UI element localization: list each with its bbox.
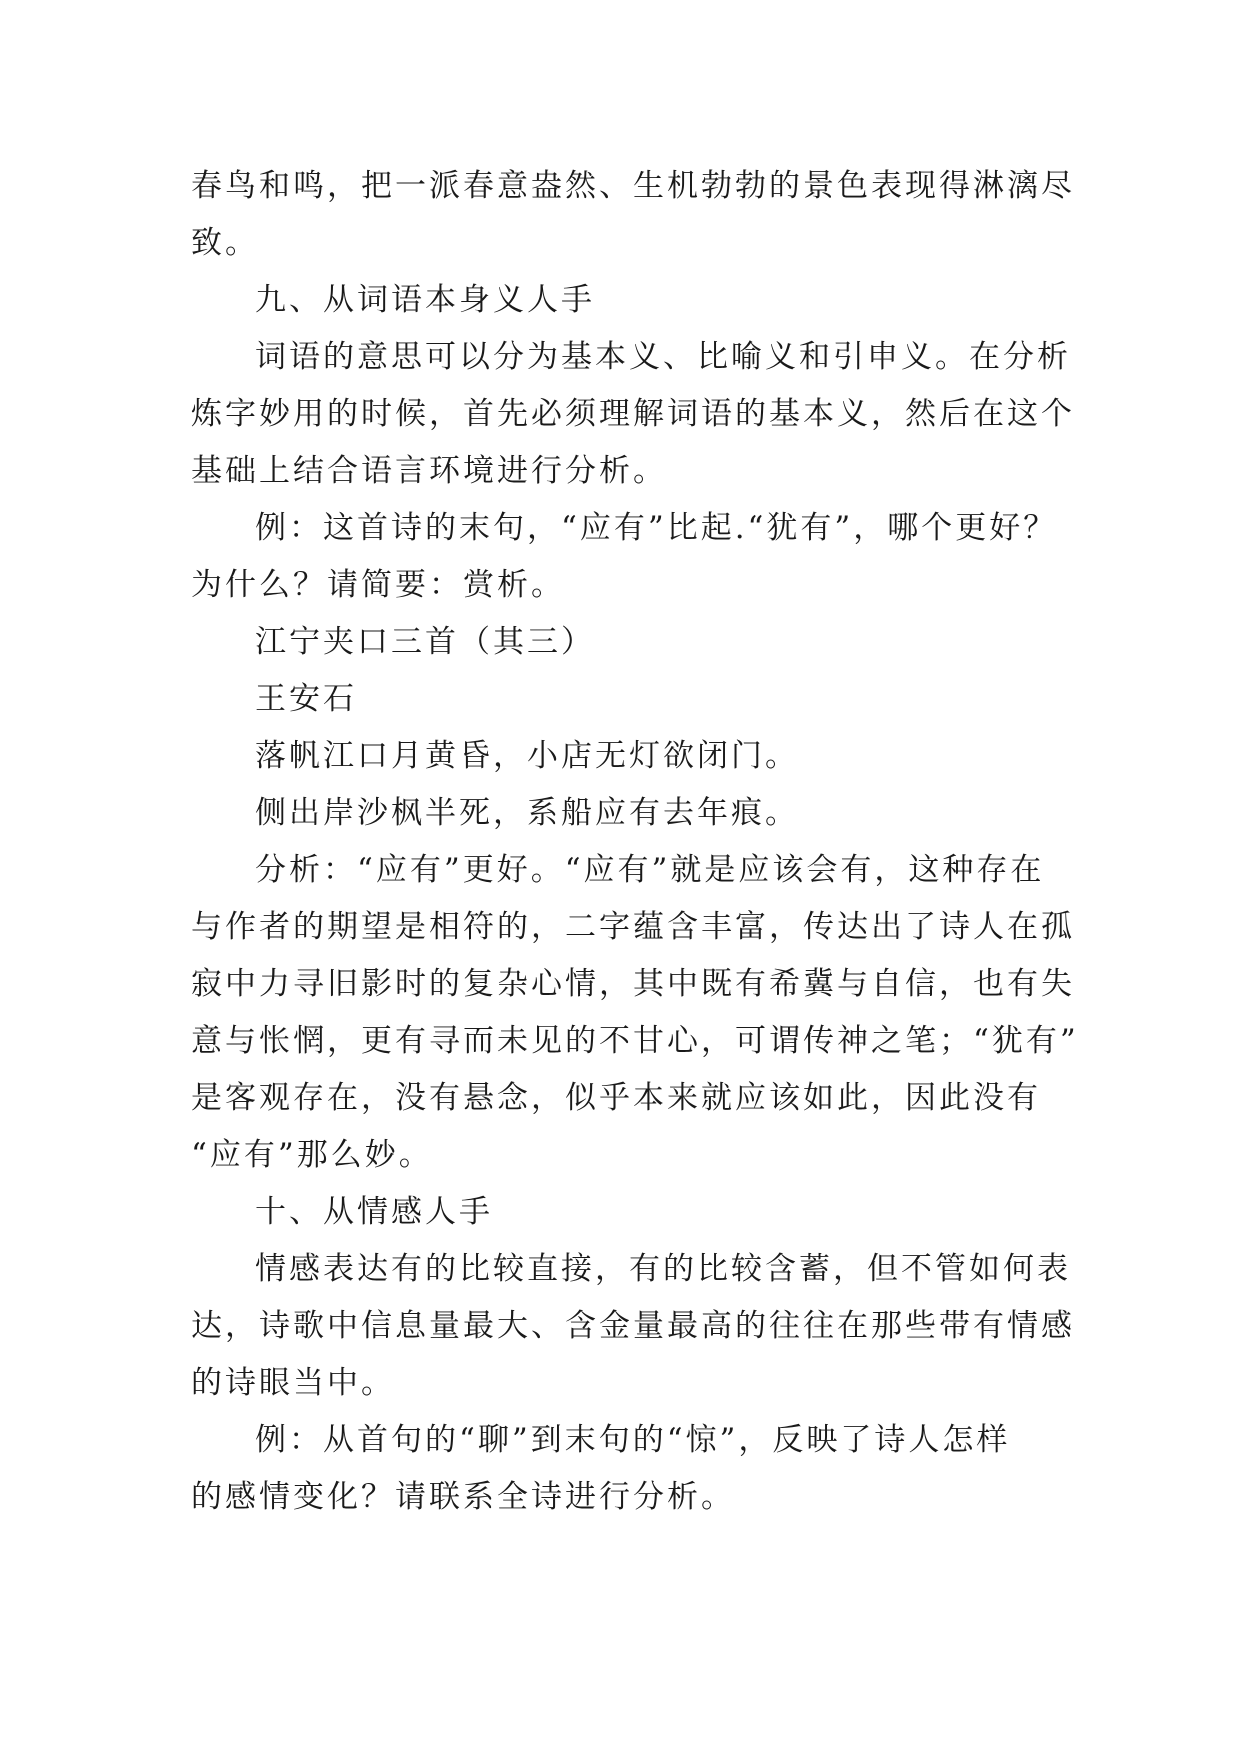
paragraph-line: 寂中力寻旧影时的复杂心情，其中既有希冀与自信，也有失 [191, 966, 1075, 1002]
paragraph-line: 分析：“应有”更好。“应有”就是应该会有，这种存在 [255, 852, 1045, 888]
paragraph-line: 的诗眼当中。 [191, 1365, 395, 1401]
paragraph-line: 情感表达有的比较直接，有的比较含蓄，但不管如何表 [255, 1251, 1071, 1287]
poem-author: 王安石 [255, 681, 357, 717]
section-heading: 十、从情感人手 [255, 1194, 493, 1230]
section-heading: 九、从词语本身义人手 [255, 282, 595, 318]
document-body [191, 158, 1079, 1526]
paragraph-line: 的感情变化？请联系全诗进行分析。 [191, 1479, 735, 1515]
paragraph-line: 是客观存在，没有悬念，似乎本来就应该如此，因此没有 [191, 1080, 1041, 1116]
poem-title: 江宁夹口三首（其三） [255, 624, 595, 660]
poem-line: 落帆江口月黄昏，小店无灯欲闭门。 [255, 738, 799, 774]
paragraph-line: 例：这首诗的末句，“应有”比起.“犹有”，哪个更好？ [255, 510, 1058, 546]
paragraph-line: 炼字妙用的时候，首先必须理解词语的基本义，然后在这个 [191, 396, 1075, 432]
paragraph-line: 词语的意思可以分为基本义、比喻义和引申义。在分析 [255, 339, 1071, 375]
paragraph-line: 春鸟和鸣，把一派春意盎然、生机勃勃的景色表现得淋漓尽 [191, 168, 1075, 204]
poem-line: 侧出岸沙枫半死，系船应有去年痕。 [255, 795, 799, 831]
paragraph-line: 意与怅惘，更有寻而未见的不甘心，可谓传神之笔；“犹有” [191, 1023, 1079, 1059]
paragraph-line: 为什么？请简要：赏析。 [191, 567, 565, 603]
paragraph-line: 例：从首句的“聊”到末句的“惊”，反映了诗人怎样 [255, 1422, 1011, 1458]
paragraph-line: 达，诗歌中信息量最大、含金量最高的往往在那些带有情感 [191, 1308, 1075, 1344]
paragraph-line: 致。 [191, 225, 259, 261]
paragraph-line: 基础上结合语言环境进行分析。 [191, 453, 667, 489]
paragraph-line: 与作者的期望是相符的，二字蕴含丰富，传达出了诗人在孤 [191, 909, 1075, 945]
paragraph-line: “应有”那么妙。 [191, 1137, 433, 1173]
